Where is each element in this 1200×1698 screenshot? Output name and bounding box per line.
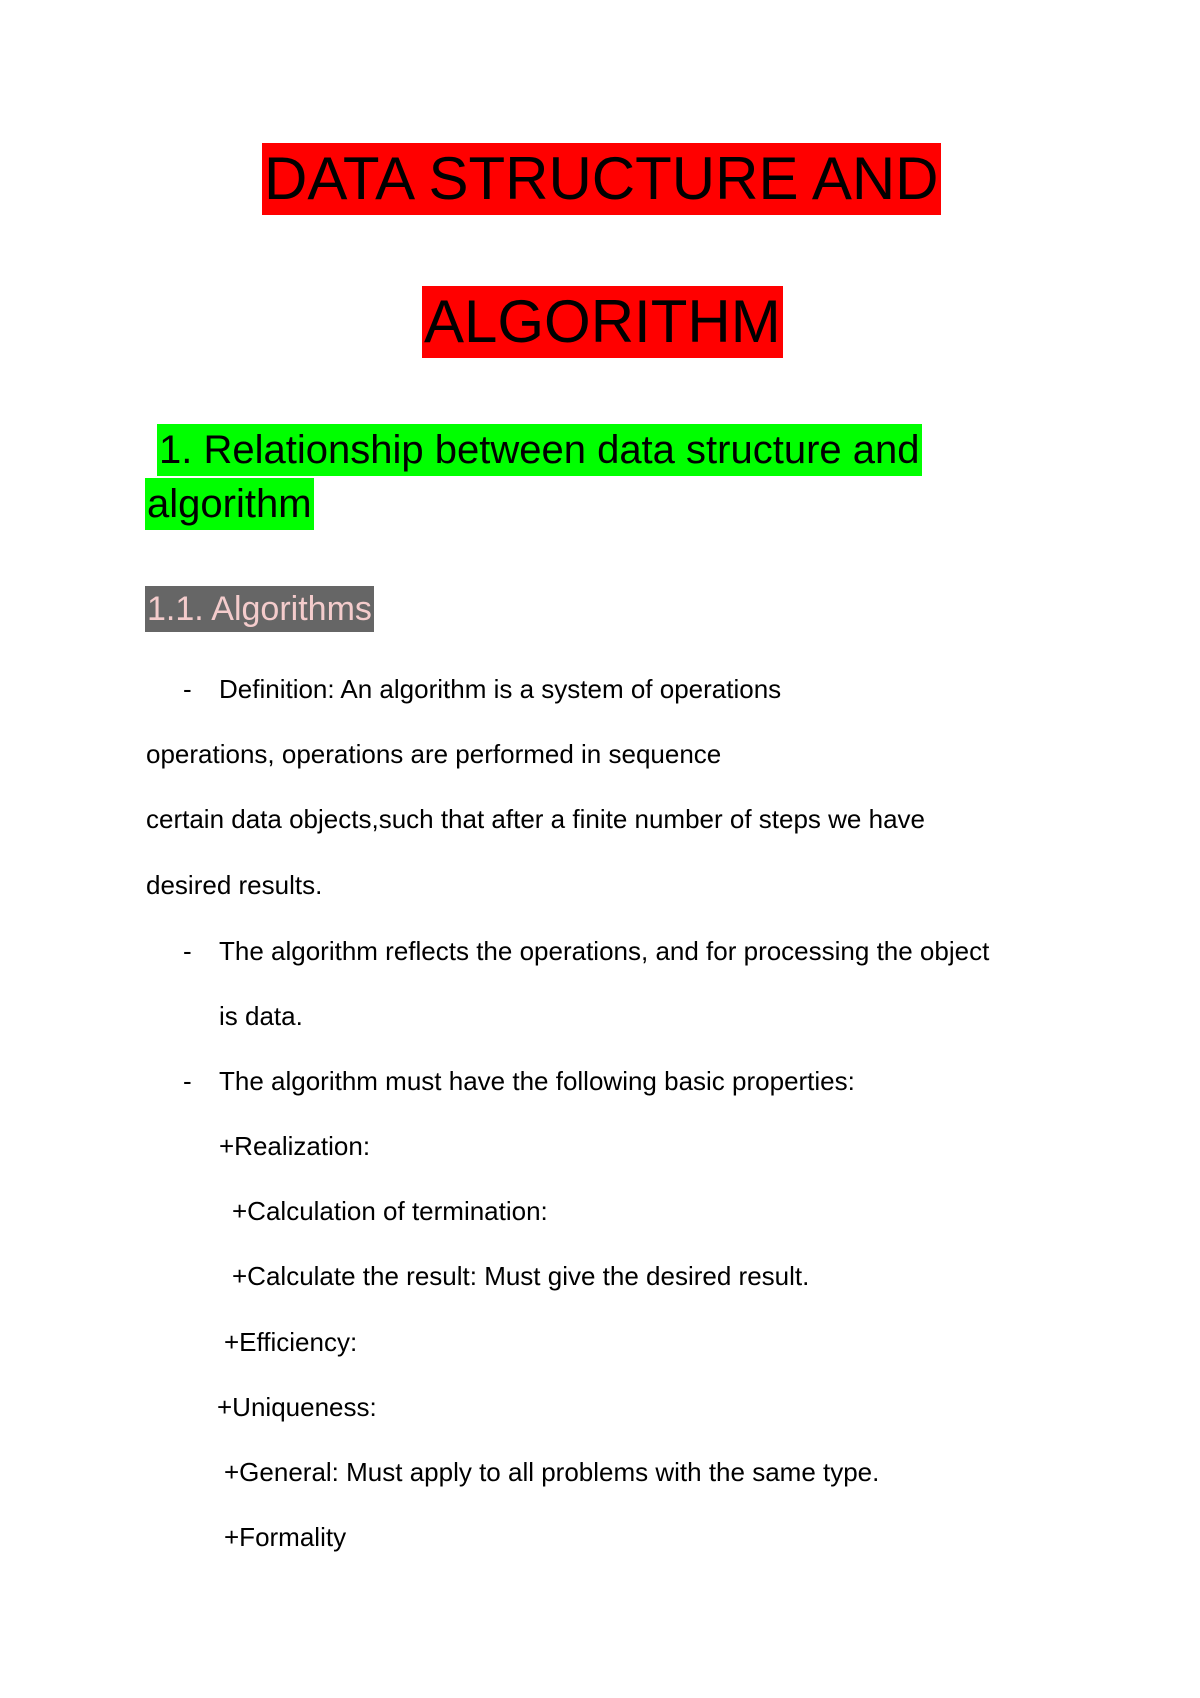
definition-line-1: Definition: An algorithm is a system of operations — [219, 674, 782, 704]
bullet-marker: - — [183, 1066, 192, 1096]
bullet-3-text: The algorithm must have the following basic properties: — [219, 1066, 855, 1096]
bullet-2-line-2: is data. — [219, 1001, 303, 1031]
property-formality: +Formality — [224, 1522, 347, 1552]
property-termination: +Calculation of termination: — [232, 1196, 548, 1226]
title-line-1: DATA STRUCTURE AND — [262, 143, 941, 215]
property-efficiency: +Efficiency: — [224, 1327, 358, 1357]
property-result: +Calculate the result: Must give the desired result. — [232, 1261, 810, 1291]
property-uniqueness: +Uniqueness: — [217, 1392, 377, 1422]
bullet-2-line-1: The algorithm reflects the operations, and for processing the object — [219, 936, 990, 966]
bullet-marker: - — [183, 674, 192, 704]
heading-1-line-2: algorithm — [145, 478, 314, 530]
definition-line-2: operations, operations are performed in sequence — [146, 739, 722, 769]
property-realization: +Realization: — [219, 1131, 371, 1161]
bullet-marker: - — [183, 936, 192, 966]
definition-line-4: desired results. — [146, 870, 323, 900]
property-general: +General: Must apply to all problems with the same type. — [224, 1457, 880, 1487]
title-line-2: ALGORITHM — [422, 286, 783, 358]
definition-line-3: certain data objects,such that after a finite number of steps we have — [146, 804, 925, 834]
heading-1-line-1: 1. Relationship between data structure and — [157, 424, 922, 476]
heading-2: 1.1. Algorithms — [145, 586, 374, 632]
